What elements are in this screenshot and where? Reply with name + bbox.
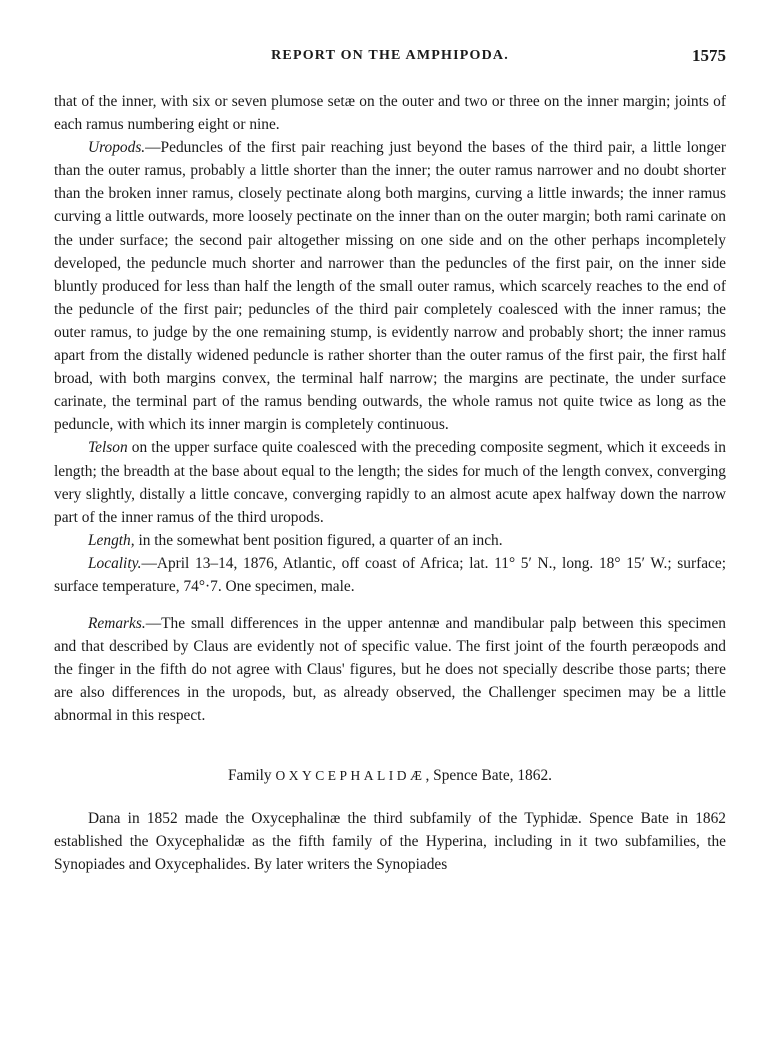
family-suffix: , Spence Bate, 1862.: [425, 766, 552, 784]
locality-text: —April 13–14, 1876, Atlantic, off coast of Africa; lat. 11° 5′ N., long. 18° 15′ W.; surface; surface temperature, 74°·7. One specimen, male.: [54, 554, 726, 595]
paragraph-uropods: [54, 136, 726, 436]
paragraph-oxycephalidae: Dana in 1852 made the Oxycephalinæ the third subfamily of the Typhidæ. Spence Bate in 1862 established the Oxycephalidæ as the fifth family of the Hyperina, including in it two subfamilies, the Synopiades and Oxycephalides. By later writers the Synopiades: [54, 809, 726, 873]
uropods-lead: Uropods.: [88, 139, 146, 157]
paragraph-telson: [54, 436, 726, 528]
length-text: in the somewhat bent position figured, a quarter of an inch.: [134, 531, 503, 549]
family-name: OXYCEPHALIDÆ: [275, 767, 426, 783]
page-number: 1575: [692, 46, 726, 65]
uropods-text: —Peduncles of the first pair reaching just beyond the bases of the third pair, a little longer than the outer ramus, probably a little shorter than the inner; the outer ramus narrower and no doubt shorter than the broken inner ramus, closely pectinate along both margins, curving a little inwards; the inner ramus curving a little outwards, more loosely pectinate on the inner than on the outer margin; both rami carinate on the under surface; the second pair altogether missing on one side and on the other perhaps incompletely developed, the peduncle much shorter and narrower than the peduncles of the first pair, on the inner side bluntly produced for less than half the length of the small outer ramus, which scarcely reaches to the end of the peduncle of the first pair; peduncles of the third pair completely coalesced with the inner ramus; the outer ramus, to judge by the one remaining stump, is evidently narrow and probably short; the inner ramus apart from the distally widened peduncle is rather shorter than the outer ramus of the first pair, the first half broad, with both margins convex, the terminal half narrow; the margins are pectinate, the under surface carinate, the terminal part of the ramus bending outwards, the whole ramus not quite twice as long as the peduncle, with which its inner margin is completely continuous.: [54, 139, 726, 434]
family-heading: [54, 764, 726, 787]
body-text: [54, 90, 726, 876]
telson-lead: Telson: [88, 439, 128, 457]
page-header: [54, 48, 726, 70]
running-title: REPORT ON THE AMPHIPODA.: [271, 48, 509, 63]
paragraph-locality: [54, 552, 726, 598]
family-prefix: Family: [228, 766, 276, 784]
paragraph-remarks: [54, 612, 726, 727]
remarks-lead: Remarks.: [88, 615, 146, 633]
remarks-text: —The small differences in the upper antennæ and mandibular palp between this specimen and that described by Claus are evidently not of specific value. The first joint of the fourth peræopods and the finger in the fifth do not agree with Claus' figures, but he does not specially describe those parts; there are also differences in the uropods, but, as already observed, the Challenger specimen may be a little abnormal in this respect.: [54, 615, 726, 725]
telson-text: on the upper surface quite coalesced with the preceding composite segment, which it exceeds in length; the breadth at the base about equal to the length; the sides for much of the length convex, converging very slightly, distally a little concave, converging rapidly to an almost acute apex halfway down the narrow part of the inner ramus of the third uropods.: [54, 439, 726, 526]
locality-lead: Locality.: [88, 554, 142, 572]
paragraph-length: [54, 529, 726, 552]
length-lead: Length,: [88, 531, 135, 549]
paragraph-continuation: that of the inner, with six or seven plumose setæ on the outer and two or three on the inner margin; joints of each ramus numbering eight or nine.: [54, 93, 726, 134]
